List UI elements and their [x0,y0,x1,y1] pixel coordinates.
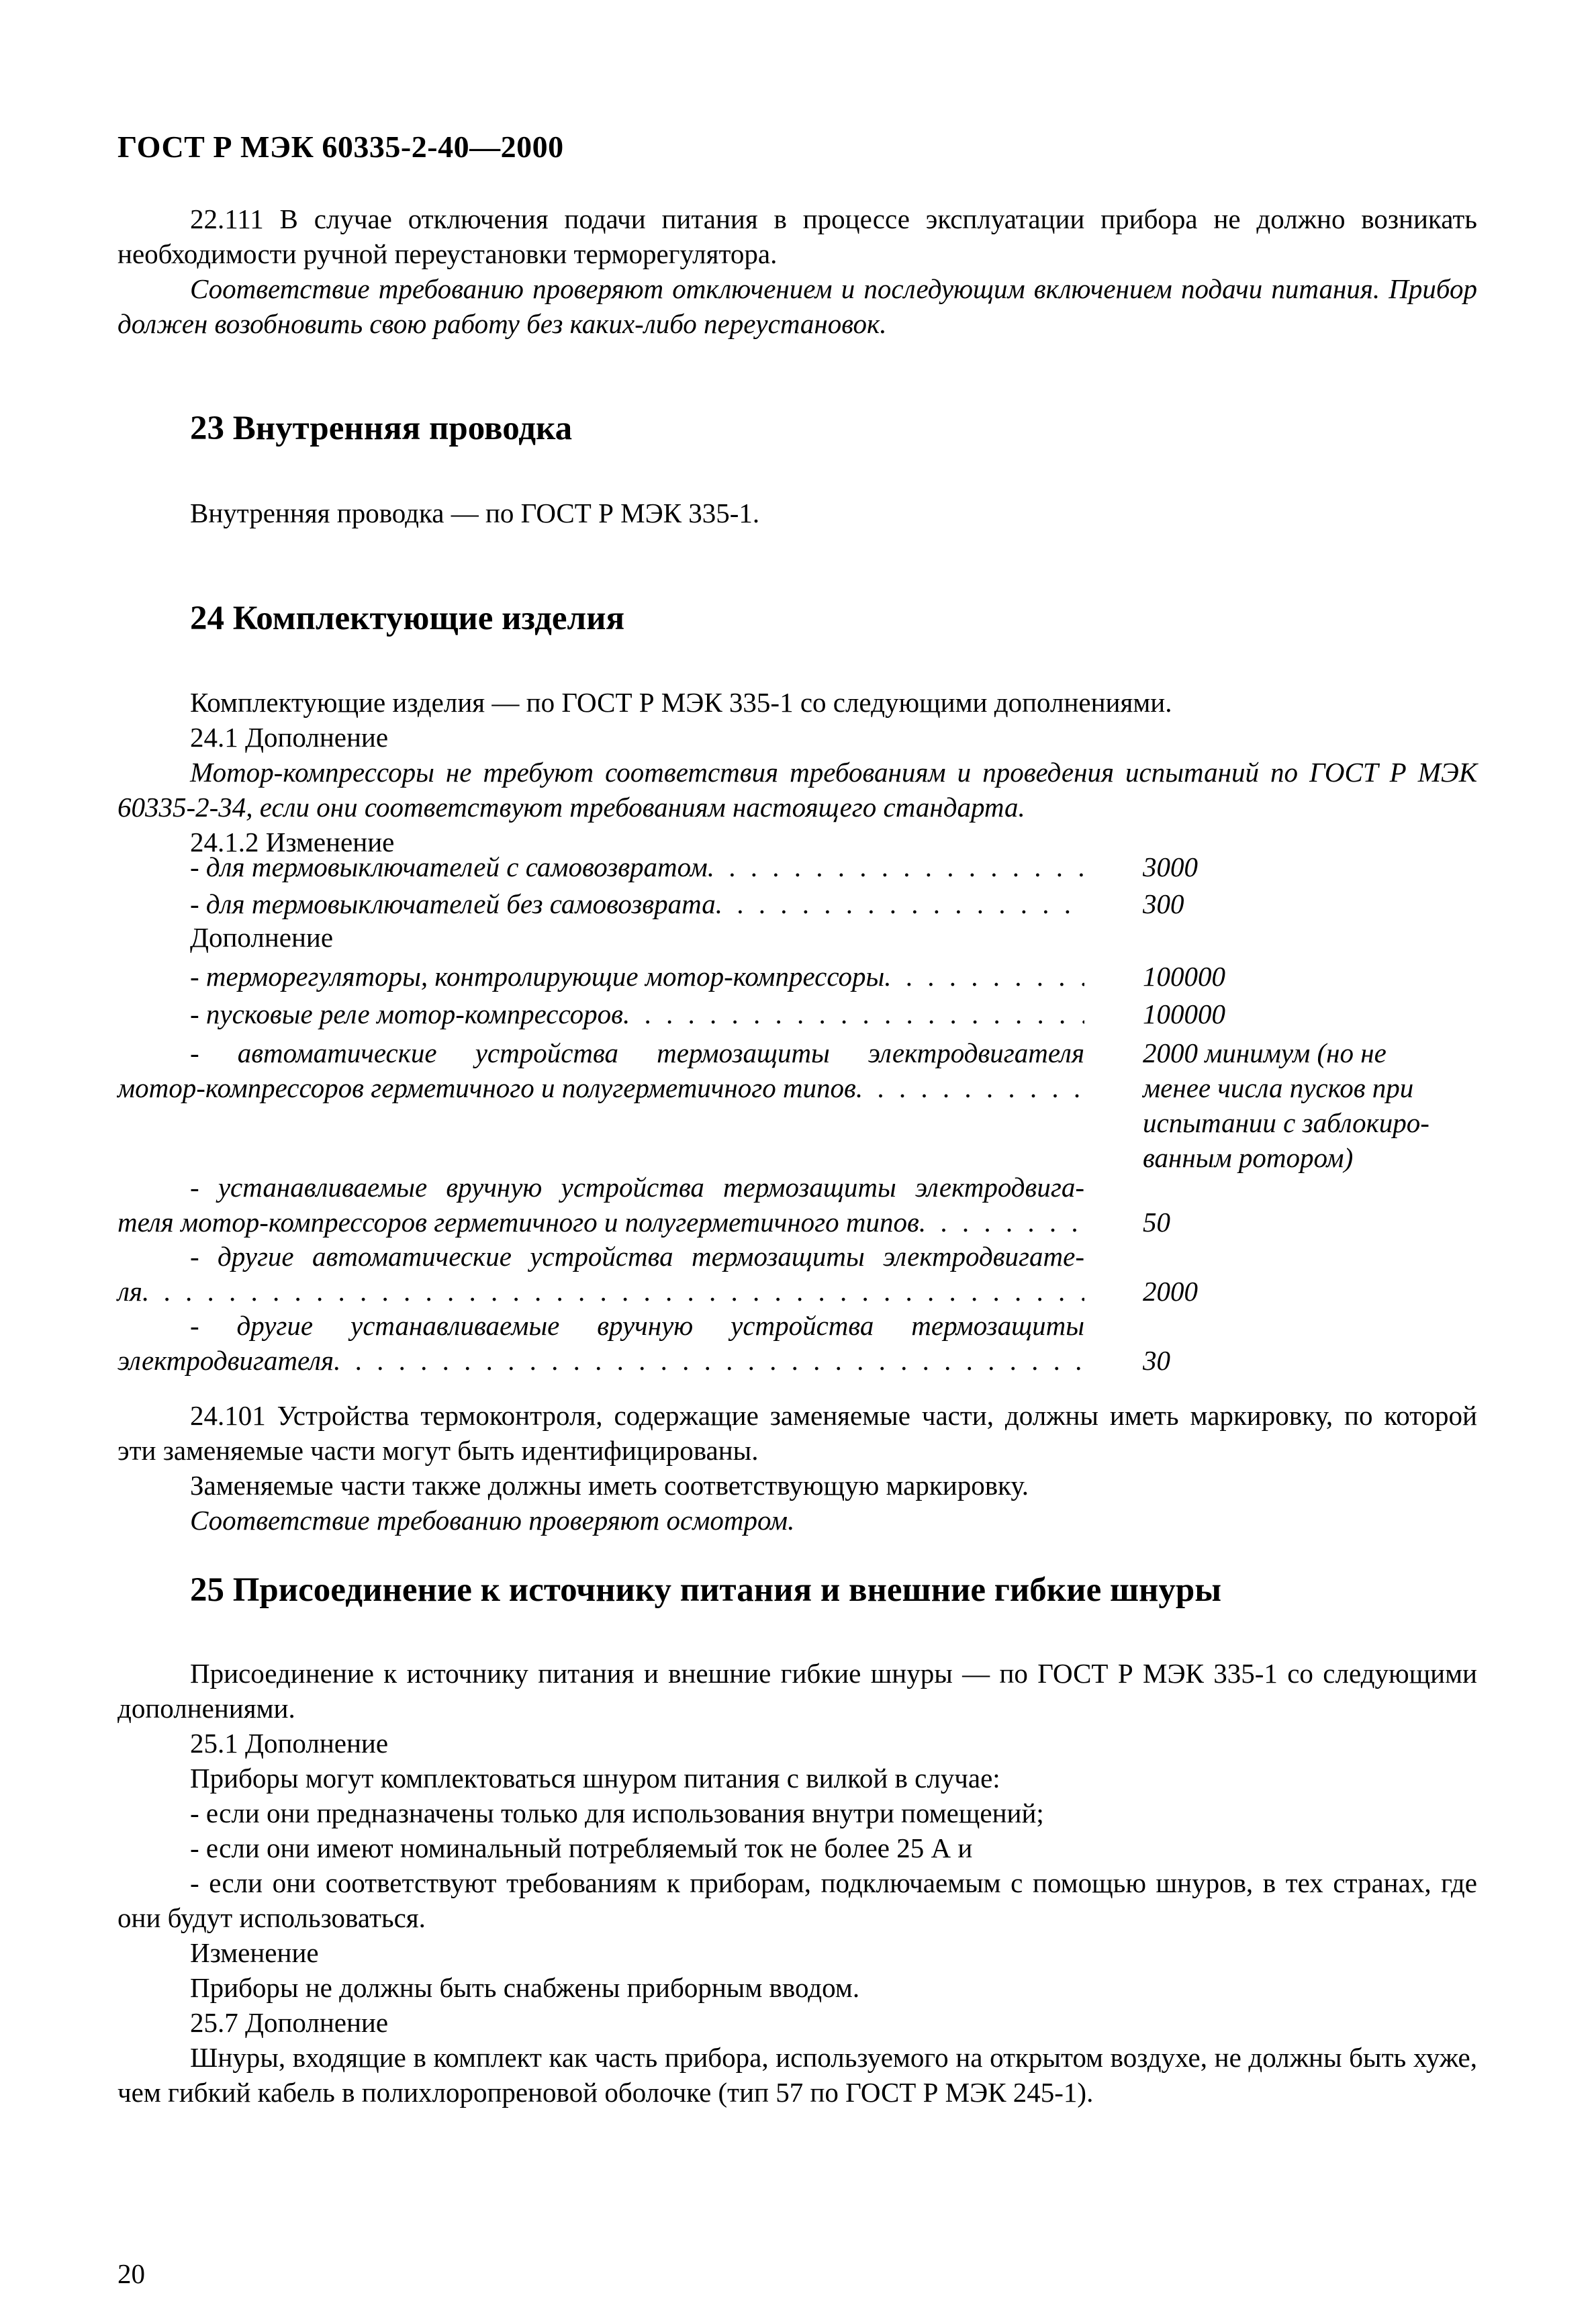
clause-24-101-text: 24.101 Устройства термоконтроля, содержащие заменяемые части, должны иметь маркировку, по которой эти заменяемые части могут быть идентифицированы. [118,1400,1477,1466]
clause-24-1-text: Мотор-компрессоры не требуют соответствия требованиям и проведения испытаний по ГОСТ Р МЭК 60335-2-34, если они соответствуют требованиям настоящего стандарта. [118,757,1477,823]
change-label: Изменение [190,1937,319,1968]
section-23-body [118,496,1477,530]
addition-label-block [118,920,1477,955]
document-header: ГОСТ Р МЭК 60335-2-40—2000 [118,130,564,164]
row-label-line2: теля мотор-компрессоров герметичного и полугерметичного типов [118,1207,919,1238]
row-value: 100000 [1143,999,1225,1029]
row-label-line1: - устанавливаемые вручную устройства термозащиты электродвига- [190,1172,1084,1203]
section-25-body [118,1656,1477,2110]
change-text: Приборы не должны быть снабжены приборным вводом. [190,1972,860,2003]
row-label: - для термовыключателей без самовозврата [190,888,716,919]
row-label: - для термовыключателей с самовозвратом [190,851,708,882]
row-value: 100000 [1143,961,1225,992]
clause-24-101-check: Соответствие требованию проверяют осмотром. [190,1505,795,1536]
row-label-line2: мотор-компрессоров герметичного и полугерметичного типов [118,1072,856,1103]
row-value: 3000 [1143,851,1198,882]
clause-25-7-text: Шнуры, входящие в комплект как часть прибора, используемого на открытом воздухе, не должны быть хуже, чем гибкий кабель в полихлоропреновой оболочке (тип 57 по ГОСТ Р МЭК 245-1). [118,2042,1477,2108]
section-24-title: 24 Комплектующие изделия [190,600,625,637]
clause-22-111-check: Соответствие требованию проверяют отключением и последующим включением подачи питания. Прибор должен возобновить свою работу без каких-либо переустановок. [118,273,1477,339]
section-24-intro: Комплектующие изделия — по ГОСТ Р МЭК 335-1 со следующими дополнениями. [190,687,1172,718]
clause-25-7: 25.7 Дополнение [190,2007,389,2038]
row-value: 2000 минимум (но не менее числа пусков при испытании с заблокиро-ванным ротором) [1143,1037,1429,1173]
row-label: - пусковые реле мотор-компрессоров [190,999,623,1029]
section-25-title: 25 Присоединение к источнику питания и внешние гибкие шнуры [190,1571,1222,1609]
row-label: - терморегуляторы, контролирующие мотор-компрессоры [190,961,885,992]
list-item: - если они имеют номинальный потребляемый ток не более 25 А и [190,1832,973,1863]
list-item: - если они соответствуют требованиям к приборам, подключаемым с помощью шнуров, в тех странах, где они будут использоваться. [118,1867,1477,1933]
row-label-line1: - автоматические устройства термозащиты электродвигателя [190,1037,1084,1068]
addition-label: Дополнение [190,922,334,953]
row-label-line2: электродвигателя [118,1345,334,1376]
clause-25-1-text: Приборы могут комплектоваться шнуром питания с вилкой в случае: [190,1763,1000,1794]
section-23-title: 23 Внутренняя проводка [190,410,573,447]
list-item: - если они предназначены только для использования внутри помещений; [190,1798,1044,1828]
row-value: 50 [1143,1207,1170,1238]
section-23-text: Внутренняя проводка — по ГОСТ Р МЭК 335-1. [190,498,760,528]
row-label-line1: - другие автоматические устройства термозащиты электродвигате- [190,1241,1084,1272]
clause-22-111-text: 22.111 В случае отключения подачи питания в процессе эксплуатации прибора не должно возникать необходимости ручной переустановки терморегулятора. [118,203,1477,269]
clause-24-101 [118,1398,1477,1538]
row-value: 30 [1143,1345,1170,1376]
page-number: 20 [118,2258,145,2289]
row-value: 300 [1143,888,1184,919]
clause-24-101-marking: Заменяемые части также должны иметь соответствующую маркировку. [190,1470,1029,1501]
row-label-line2: ля [118,1276,142,1307]
clause-24-1: 24.1 Дополнение [190,722,389,753]
clause-25-1: 25.1 Дополнение [190,1728,389,1759]
clause-22-111 [118,201,1477,341]
row-label-line1: - другие устанавливаемые вручную устройства термозащиты [190,1310,1084,1341]
clause-24-1-2: 24.1.2 Изменение [190,827,395,857]
section-24-intro-block [118,685,1477,860]
section-25-intro: Присоединение к источнику питания и внешние гибкие шнуры — по ГОСТ Р МЭК 335-1 со следующими дополнениями. [118,1658,1477,1724]
row-value: 2000 [1143,1276,1198,1307]
